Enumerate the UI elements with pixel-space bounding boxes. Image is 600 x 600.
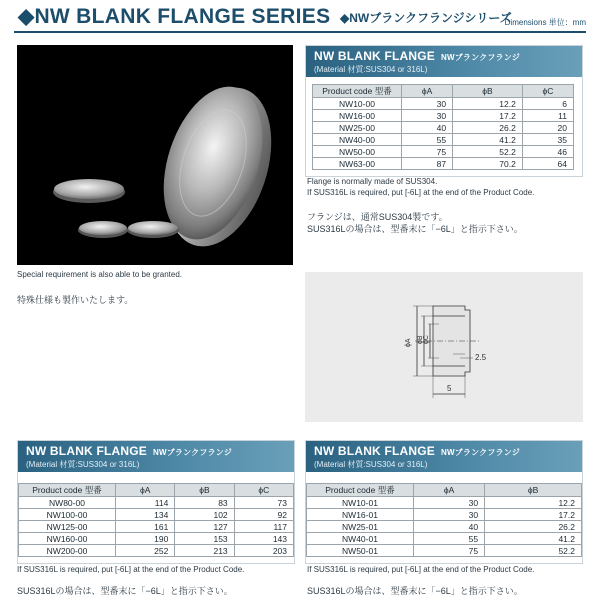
cell-phi-b: 12.2: [453, 98, 523, 110]
panel-title: NW BLANK FLANGE: [26, 444, 147, 458]
cell-product-code: NW16-01: [307, 509, 414, 521]
material-note-en: If SUS316L is required, put [-6L] at the end of the Product Code.: [17, 565, 245, 574]
col-product-code: Product code 型番: [307, 484, 414, 497]
cell-phi-a: 87: [402, 158, 453, 170]
cell-phi-b: 41.2: [453, 134, 523, 146]
cell-product-code: NW100-00: [19, 509, 116, 521]
cell-phi-c: 73: [234, 497, 293, 509]
panel-title: NW BLANK FLANGE: [314, 49, 435, 63]
label-phi-a: ϕA: [405, 338, 412, 347]
cell-phi-c: 20: [522, 122, 573, 134]
table-row: [307, 533, 582, 545]
cell-phi-c: 35: [522, 134, 573, 146]
cell-phi-c: 117: [234, 521, 293, 533]
panel-material: (Material 材質:SUS304 or 316L): [26, 460, 140, 469]
cell-phi-a: 252: [116, 545, 175, 557]
table-row: [307, 545, 582, 557]
material-note-jp: SUS316Lの場合は、型番末に「−6L」と指示下さい。: [17, 586, 233, 596]
col-product-code: Product code 型番: [313, 85, 402, 98]
panel-header: [18, 441, 294, 472]
cell-phi-b: 41.2: [485, 533, 582, 545]
flange-cross-section: [305, 272, 583, 422]
cell-product-code: NW125-00: [19, 521, 116, 533]
cell-phi-b: 26.2: [453, 122, 523, 134]
panel-material: (Material 材質:SUS304 or 316L): [314, 65, 428, 74]
cell-phi-a: 75: [402, 146, 453, 158]
table-row: [307, 521, 582, 533]
cell-phi-a: 114: [116, 497, 175, 509]
spec-table-left: [18, 483, 294, 557]
col-phi-b: ϕB: [175, 484, 234, 497]
cell-phi-b: 213: [175, 545, 234, 557]
panel-header: [306, 46, 582, 77]
cell-product-code: NW63-00: [313, 158, 402, 170]
cell-product-code: NW10-00: [313, 98, 402, 110]
cell-product-code: NW16-00: [313, 110, 402, 122]
material-note-jp-1: フランジは、通常SUS304製です。: [307, 212, 448, 222]
label-dim-5: 5: [447, 384, 452, 393]
header-rule: [14, 31, 586, 33]
table-row: [313, 122, 574, 134]
cell-product-code: NW25-00: [313, 122, 402, 134]
cell-product-code: NW40-01: [307, 533, 414, 545]
cell-phi-b: 127: [175, 521, 234, 533]
cell-product-code: NW50-00: [313, 146, 402, 158]
panel-material: (Material 材質:SUS304 or 316L): [314, 460, 428, 469]
table-row: [307, 509, 582, 521]
table-row: [19, 533, 294, 545]
table-row: [313, 110, 574, 122]
col-phi-a: ϕA: [414, 484, 485, 497]
panel-nw-blank-flange-01: [305, 440, 583, 564]
cell-phi-b: 12.2: [485, 497, 582, 509]
material-note-jp-2: SUS316Lの場合は、型番末に「−6L」と指示下さい。: [307, 224, 523, 234]
cell-phi-a: 190: [116, 533, 175, 545]
dimensions-unit: Dimensions 単位：mm: [504, 18, 586, 27]
label-phi-c: ϕC: [423, 335, 430, 344]
col-phi-b: ϕB: [453, 85, 523, 98]
cell-phi-a: 40: [414, 521, 485, 533]
table-row: [313, 146, 574, 158]
cell-phi-b: 52.2: [485, 545, 582, 557]
special-requirement-en: Special requirement is also able to be granted.: [17, 270, 182, 279]
cell-phi-a: 30: [414, 509, 485, 521]
technical-drawing: [305, 272, 583, 422]
panel-title-jp: NWブランクフランジ: [440, 448, 520, 457]
spec-table-top: [312, 84, 574, 170]
material-note-en-2: If SUS316L is required, put [-6L] at the end of the Product Code.: [307, 188, 535, 197]
material-note-en: If SUS316L is required, put [-6L] at the end of the Product Code.: [307, 565, 535, 574]
cell-phi-c: 6: [522, 98, 573, 110]
table-row: [313, 158, 574, 170]
special-requirement-jp: 特殊仕様も製作いたします。: [17, 295, 134, 305]
cell-phi-a: 55: [414, 533, 485, 545]
cell-phi-c: 46: [522, 146, 573, 158]
panel-title-jp: NWブランクフランジ: [440, 53, 520, 62]
table-header-row: [307, 484, 582, 497]
table-header-row: [313, 85, 574, 98]
cell-phi-a: 161: [116, 521, 175, 533]
cell-phi-a: 40: [402, 122, 453, 134]
material-note-en-1: Flange is normally made of SUS304.: [307, 177, 438, 186]
table-row: [19, 521, 294, 533]
table-row: [19, 545, 294, 557]
cell-product-code: NW80-00: [19, 497, 116, 509]
table-row: [313, 98, 574, 110]
product-photo: [17, 45, 293, 265]
cell-product-code: NW25-01: [307, 521, 414, 533]
col-phi-b: ϕB: [485, 484, 582, 497]
col-product-code: Product code 型番: [19, 484, 116, 497]
cell-phi-b: 70.2: [453, 158, 523, 170]
cell-phi-b: 17.2: [485, 509, 582, 521]
cell-phi-a: 75: [414, 545, 485, 557]
col-phi-a: ϕA: [116, 484, 175, 497]
table-row: [307, 497, 582, 509]
table-row: [19, 509, 294, 521]
table-row: [19, 497, 294, 509]
cell-phi-a: 30: [402, 98, 453, 110]
page-subtitle-jp: ◆NWブランクフランジシリーズ: [340, 11, 512, 25]
cell-phi-c: 143: [234, 533, 293, 545]
panel-nw-blank-flange-small: [305, 45, 583, 177]
cell-phi-b: 26.2: [485, 521, 582, 533]
cell-phi-c: 11: [522, 110, 573, 122]
cell-product-code: NW200-00: [19, 545, 116, 557]
cell-product-code: NW40-00: [313, 134, 402, 146]
page-title: ◆NW BLANK FLANGE SERIES: [18, 5, 331, 28]
panel-title-jp: NWブランクフランジ: [152, 448, 232, 457]
cell-phi-b: 52.2: [453, 146, 523, 158]
panel-header: [306, 441, 582, 472]
flange-photo-illustration: [17, 45, 293, 265]
cell-phi-b: 102: [175, 509, 234, 521]
label-phi-b: ϕB: [417, 335, 424, 344]
cell-phi-a: 55: [402, 134, 453, 146]
cell-phi-c: 92: [234, 509, 293, 521]
col-phi-a: ϕA: [402, 85, 453, 98]
cell-phi-c: 64: [522, 158, 573, 170]
label-dim-2-5: 2.5: [475, 353, 487, 362]
spec-table-right: [306, 483, 582, 557]
cell-phi-b: 17.2: [453, 110, 523, 122]
col-phi-c: ϕC: [522, 85, 573, 98]
cell-product-code: NW160-00: [19, 533, 116, 545]
panel-title: NW BLANK FLANGE: [314, 444, 435, 458]
panel-nw-blank-flange-large: [17, 440, 295, 564]
cell-phi-a: 30: [402, 110, 453, 122]
cell-phi-c: 203: [234, 545, 293, 557]
cell-phi-a: 134: [116, 509, 175, 521]
col-phi-c: ϕC: [234, 484, 293, 497]
cell-phi-b: 153: [175, 533, 234, 545]
table-row: [313, 134, 574, 146]
cell-product-code: NW10-01: [307, 497, 414, 509]
material-note-jp: SUS316Lの場合は、型番末に「−6L」と指示下さい。: [307, 586, 523, 596]
page-header: [0, 0, 600, 34]
cell-phi-b: 83: [175, 497, 234, 509]
cell-phi-a: 30: [414, 497, 485, 509]
cell-product-code: NW50-01: [307, 545, 414, 557]
table-header-row: [19, 484, 294, 497]
